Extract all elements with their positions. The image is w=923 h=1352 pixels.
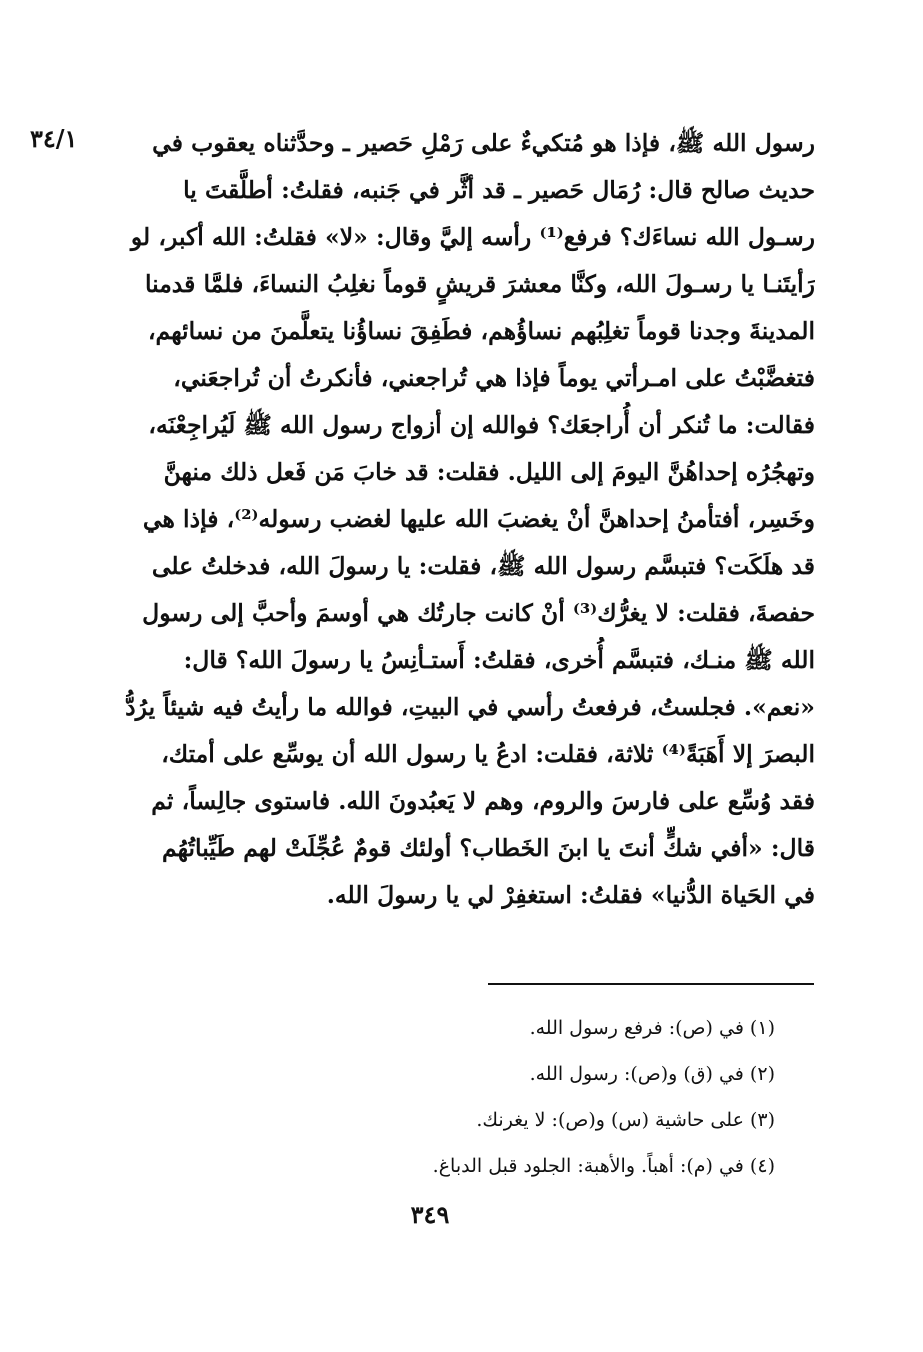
text-line: قال: «أفي شكٍّ أنتَ يا ابنَ الخَطاب؟ أولئك قومٌ عُجِّلَتْ لهم طَيِّباتُهُم [162,834,815,862]
text-line: فقد وُسِّع على فارسَ والروم، وهم لا يَعبُدونَ الله. فاستوى جالِساً، ثم [151,787,815,815]
text-line: قد هلَكَت؟ فتبسَّم رسول الله ﷺ، فقلت: يا رسولَ الله، فدخلتُ على [151,552,815,580]
text-line: وتهجُرُه إحداهُنَّ اليومَ إلى الليل. فقلت: قد خابَ مَن فَعل ذلك منهنَّ [163,458,815,486]
footnotes [300,1008,775,1192]
text-line: الله ﷺ منـك، فتبسَّم أُخرى، فقلتُ: أَستـأنِسُ يا رسولَ الله؟ قال: [183,646,815,674]
main-text [110,120,815,919]
text-line: رَأيتَنـا يا رسـولَ الله، وكنَّا معشرَ قريشٍ قوماً نغلِبُ النساءَ، فلمَّا قدمنا [144,270,815,298]
text-line: وخَسِر، أفتأمنُ إحداهنَّ أنْ يغضبَ الله عليها لغضب رسوله⁽²⁾، فإذا هي [142,505,815,533]
text-line: فتغضَّبْتُ على امـرأتي يوماً فإذا هي تُراجعني، فأنكرتُ أن تُراجعَني، [173,364,815,392]
text-line: المدينةَ وجدنا قوماً تغلِبُهم نساؤُهم، فطَفِقَ نساؤُنا يتعلَّمنَ من نسائهم، [147,317,815,345]
footnote: (٢) في (ق) و(ص): رسول الله. [529,1063,775,1085]
text-line: «نعم». فجلستُ، فرفعتُ رأسي في البيتِ، فوالله ما رأيتُ فيه شيئاً يرُدُّ [125,693,815,721]
footnote: (٣) على حاشية (س) و(ص): لا يغرنك. [476,1109,775,1131]
text-line: في الحَياة الدُّنيا» فقلتُ: استغفِرْ لي يا رسولَ الله. [326,881,815,909]
footnote-divider [488,983,814,985]
text-line: فقالت: ما تُنكر أن أُراجعَك؟ فوالله إن أزواج رسول الله ﷺ لَيُراجِعْنَه، [148,411,815,439]
text-line: رسول الله ﷺ، فإذا هو مُتكيءٌ على رَمْلِ حَصير ـ وحدَّثناه يعقوب في [152,129,815,157]
page-number: ٣٤٩ [410,1200,450,1229]
footnote: (١) في (ص): فرفع رسول الله. [529,1017,775,1039]
footnote: (٤) في (م): أهباً. والأهبة: الجلود قبل الدباغ. [432,1155,775,1177]
text-line: البصرَ إلا أَهَبَةً⁽⁴⁾ ثلاثة، فقلت: ادعُ يا رسول الله أن يوسِّع على أمتك، [161,740,815,768]
hadith-reference-number: ٣٤/١ [30,124,78,153]
text-line: حديث صالح قال: رُمَال حَصير ـ قد أثَّر في جَنبه، فقلتُ: أطلَّقتَ يا [183,176,815,204]
text-line: حفصةَ، فقلت: لا يغرُّك⁽³⁾ أنْ كانت جارتُك هي أوسمَ وأحبَّ إلى رسول [142,599,815,627]
text-line: رسـول الله نساءَك؟ فرفع⁽¹⁾ رأسه إليَّ وقال: «لا» فقلتُ: الله أكبر، لو [130,223,815,251]
